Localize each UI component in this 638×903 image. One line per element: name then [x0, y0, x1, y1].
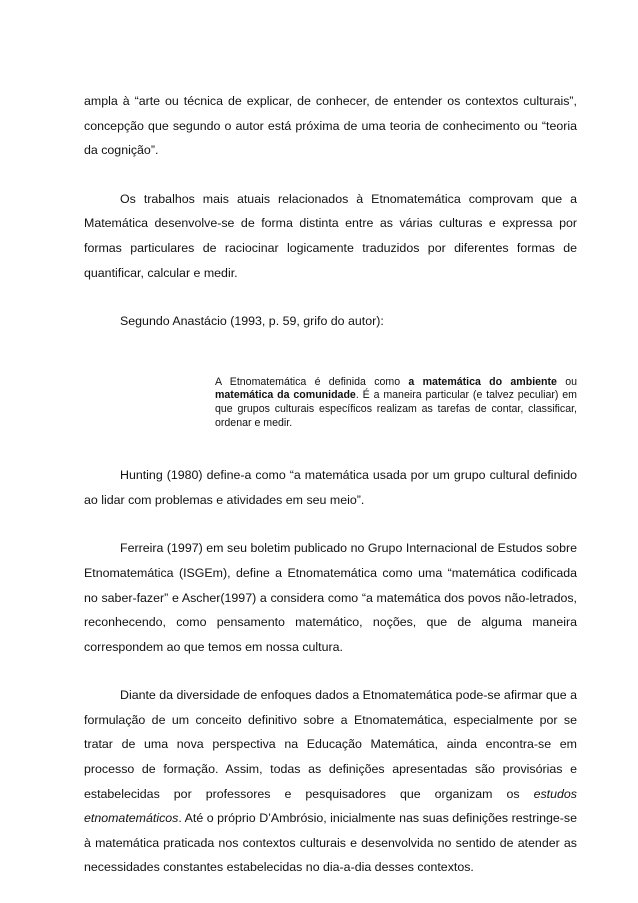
quote-gap-top	[84, 334, 577, 376]
paragraph-gap	[84, 512, 577, 536]
paragraph-6-italic: estudos etnomatemáticos	[84, 786, 577, 826]
paragraph-5: Ferreira (1997) em seu boletim publicado no Grupo Internacional de Estudos sobre Etnomatemática (ISGEm), define a Etnomatemática como uma “matemática codificada no saber-fazer” e Ascher(1997) a considera como “a matemática dos povos não-letrados, reconhecendo, como pensamento matemático, noções, que de alguma maneira correspondem ao que temos em nossa cultura.	[84, 541, 577, 654]
quote-bold-2: matemática da comunidade	[215, 389, 356, 402]
paragraph-6	[84, 683, 577, 880]
paragraph-2: Os trabalhos mais atuais relacionados à Etnomatemática comprovam que a Matemática desenvolve-se de forma distinta entre as várias culturas e expressa por formas particulares de raciocinar logicamente traduzidos por diferentes formas de quantificar, calcular e medir.	[84, 191, 577, 280]
paragraph-gap	[84, 285, 577, 309]
quote-bold-1: a matemática do ambiente	[408, 375, 557, 388]
paragraph-3: Segundo Anastácio (1993, p. 59, grifo do autor):	[120, 314, 384, 329]
quote-text-1: A Etnomatemática é definida como	[215, 375, 409, 388]
paragraph-gap	[84, 659, 577, 683]
document-page	[84, 89, 577, 880]
block-quote	[215, 376, 577, 430]
paragraph-6-text-2: . Até o próprio D’Ambrósio, inicialmente nas suas definições restringe-se à matemática praticada nos contextos culturais e desenvolvida no sentido de atender as necessidades constantes estabelecidas no dia-a-dia desses contextos.	[84, 811, 577, 875]
quote-text-3: . É a maneira particular (e talvez peculiar) em que grupos culturais específicos realizam as tarefas de contar, classificar, ordenar e medir.	[215, 389, 577, 429]
paragraph-gap	[84, 163, 577, 187]
quote-gap-bottom	[84, 430, 577, 463]
paragraph-6-text-1: Diante da diversidade de enfoques dados a Etnomatemática pode-se afirmar que a formulação de um conceito definitivo sobre a Etnomatemática, especialmente por se tratar de uma nova perspectiva na Educação Matemática, ainda encontra-se em processo de formação. Assim, todas as definições apresentadas são provisórias e estabelecidas por professores e pesquisadores que organizam os	[84, 688, 577, 801]
quote-text-2: ou	[556, 375, 577, 388]
paragraph-4: Hunting (1980) define-a como “a matemática usada por um grupo cultural definido ao lidar com problemas e atividades em seu meio”.	[84, 468, 577, 507]
paragraph-1: ampla à “arte ou técnica de explicar, de conhecer, de entender os contextos culturais”, concepção que segundo o autor está próxima de uma teoria de conhecimento ou “teoria da cognição”.	[84, 94, 577, 158]
